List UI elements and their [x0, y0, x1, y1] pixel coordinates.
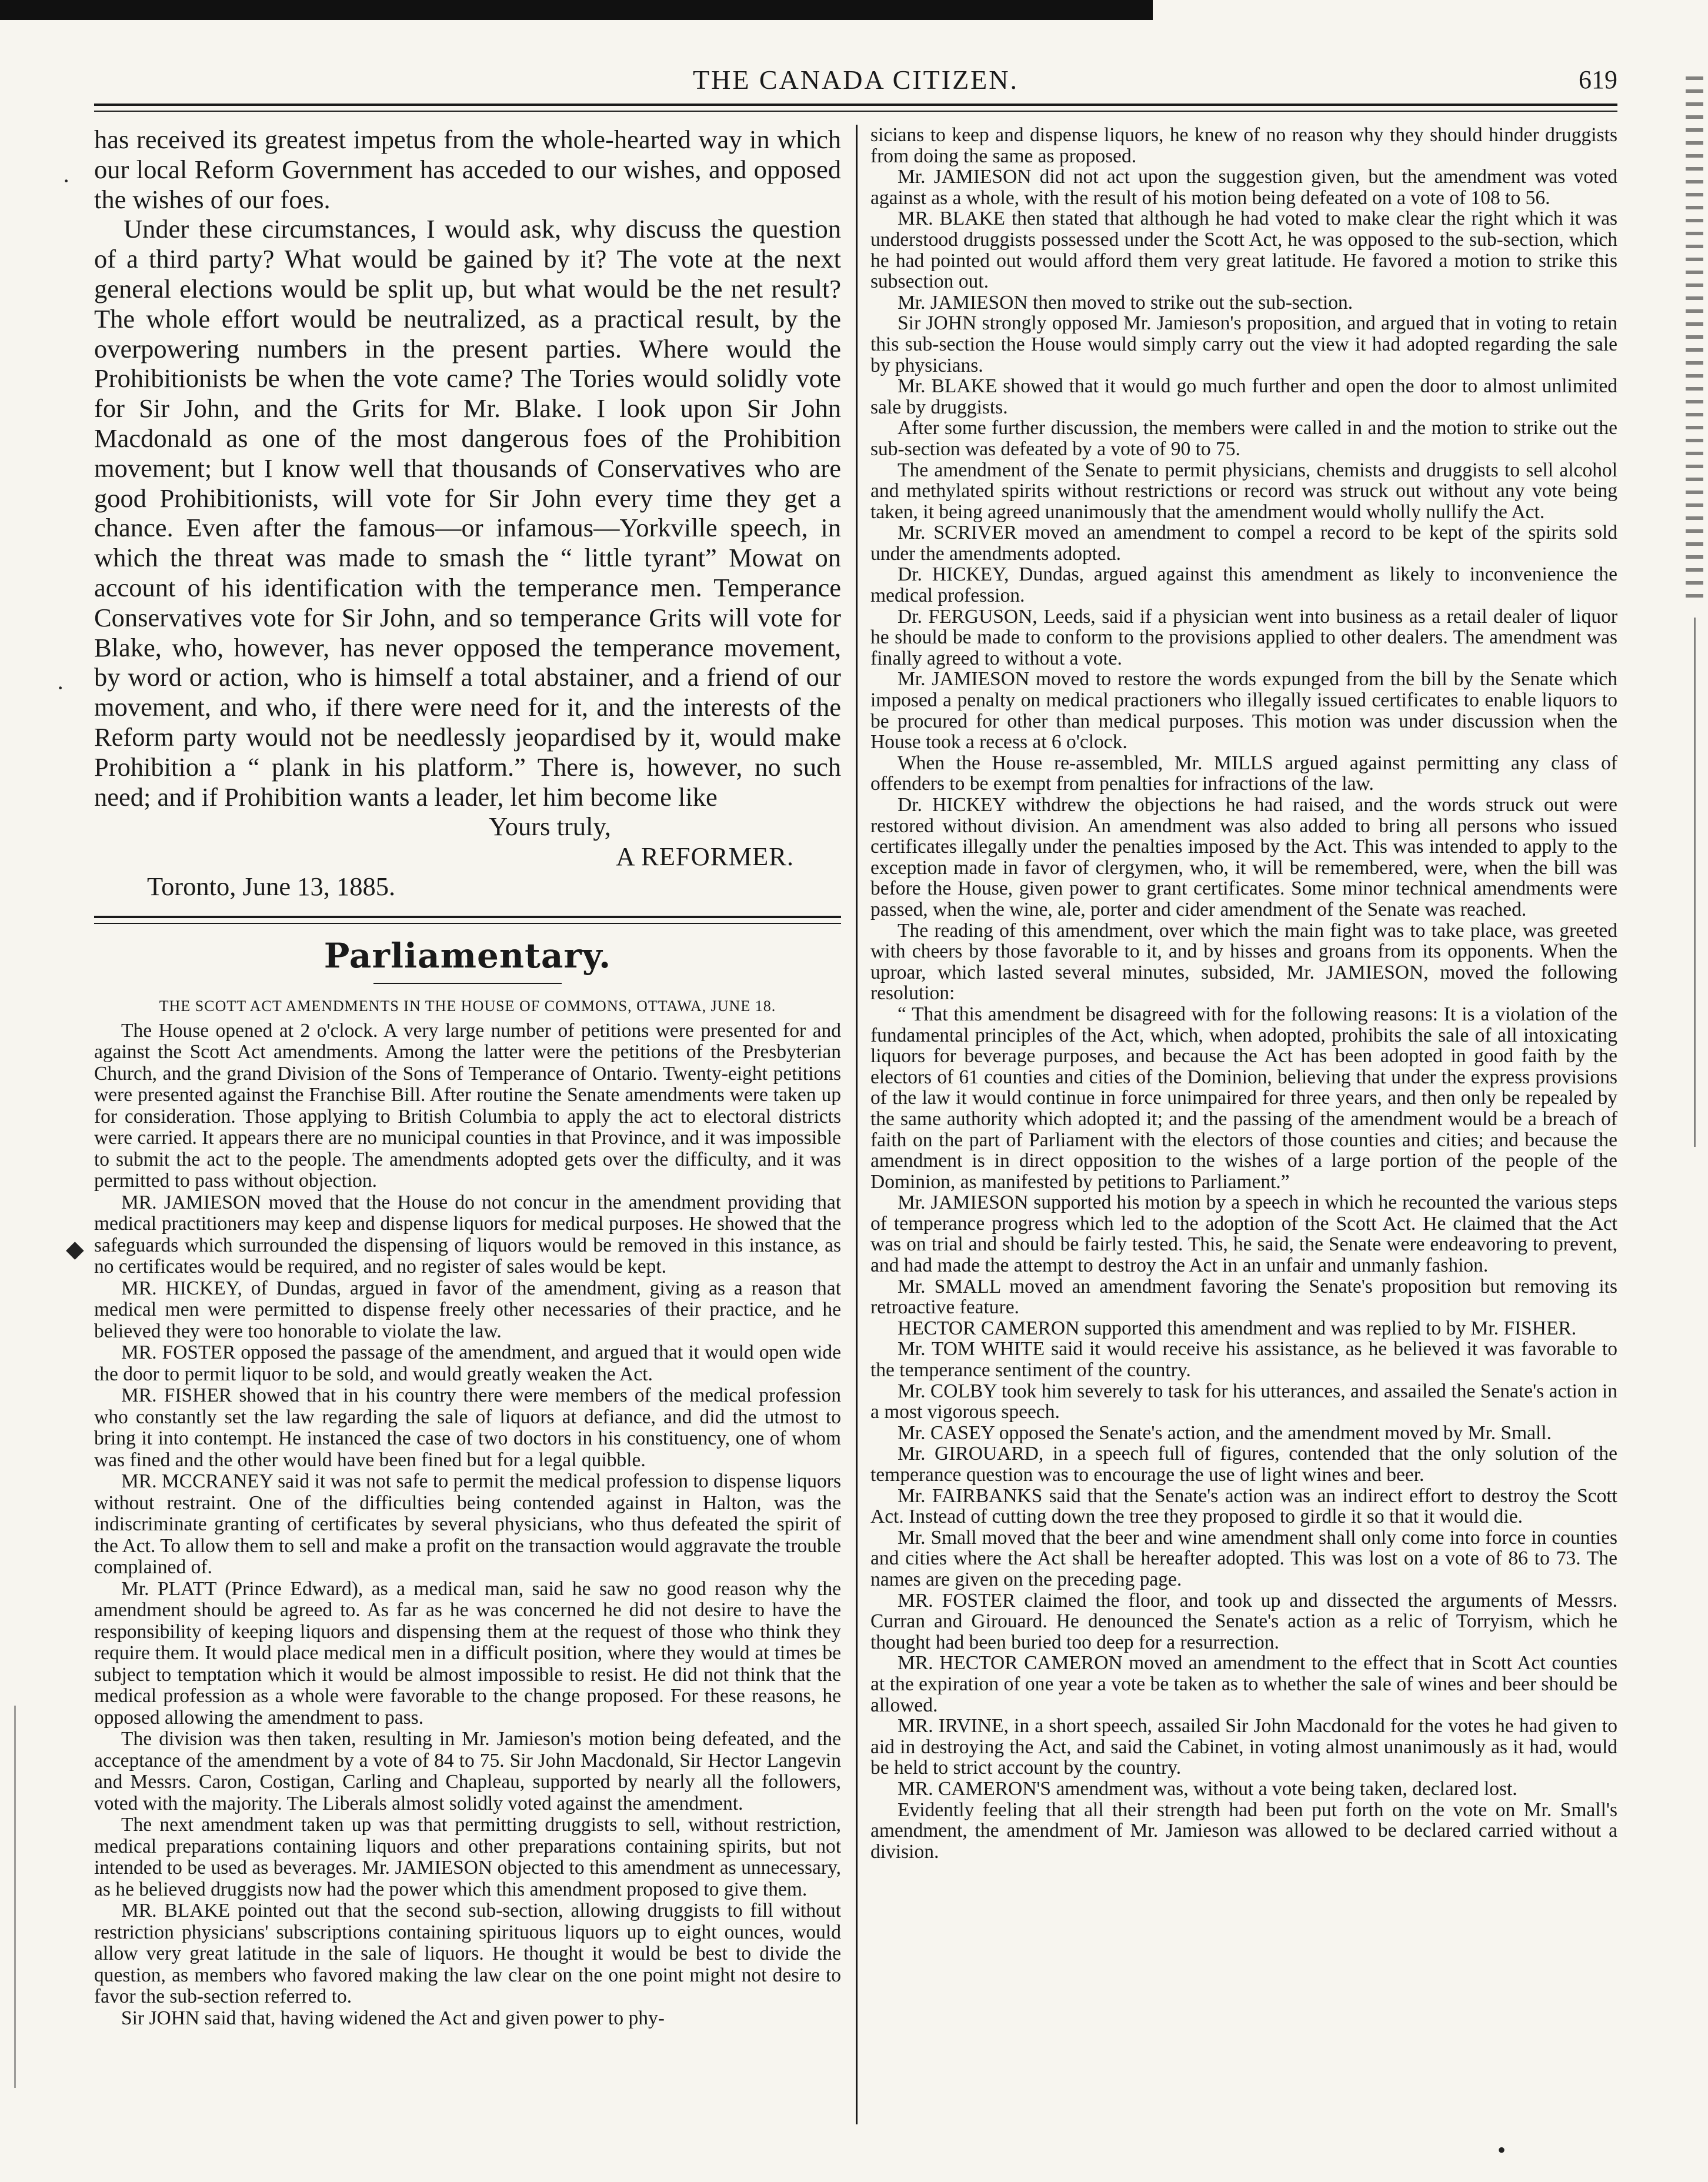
- report-paragraph: The House opened at 2 o'clock. A very large number of petitions were presented for and against the Scott Act amendments. Among the latter were the petitions of the Presbyterian Church, and the grand Division of the Sons of Temperance of Ontario. Twenty-eight petitions were presented against the Franchise Bill. After routine the Senate amendments were taken up for consideration. Those applying to British Columbia to apply the act to electoral districts were carried. It appears there are no municipal counties in that Province, and it was impossible to submit the act to the people. The amendments adopted gets over the difficulty, and it was permitted to pass without objection.: [94, 1019, 841, 1192]
- report-paragraph: MR. MCCRANEY said it was not safe to permit the medical profession to dispense liquors without restraint. One of the difficulties being contended against in Halton, was the indiscriminate granting of certificates by several physicians, who thus defeated the spirit of the Act. To allow them to sell and make a profit on the transaction would aggravate the trouble complained of.: [94, 1470, 841, 1579]
- letter-paragraph: has received its greatest impetus from the whole-hearted way in which our local Reform Government has acceded to our wishes, and opposed the wishes of our foes.: [94, 125, 841, 214]
- report-paragraph: The amendment of the Senate to permit physicians, chemists and druggists to sell alcohol and methylated spirits without restrictions or record was struck out without any vote being taken, it being agreed unanimously that the amendment would wholly nullify the Act.: [870, 459, 1617, 523]
- margin-dot: ·: [62, 168, 71, 194]
- letter-paragraph: Under these circumstances, I would ask, why discuss the question of a third party? What would be gained by it? The vote at the next general elections would be split up, but what would be the net result? The whole effort would be neutralized, as a practical result, by the overpowering numbers in the present parties. Where would the Prohibitionists be when the vote came? The Tories would solidly vote for Sir John, and the Grits for Mr. Blake. I look upon Sir John Macdonald as one of the most dangerous foes of the Prohibition movement; but I know well that thousands of Conservatives who are good Prohibitionists, will vote for Sir John every time they get a chance. Even after the famous—or infamous—Yorkville speech, in which the threat was made to smash the “ little tyrant” Mowat on account of his identification with the temperance men. Temperance Conservatives vote for Sir John, and so temperance Grits will vote for Blake, who, however, has never opposed the temperance movement, by word or action, who is himself a total abstainer, and a friend of our movement, and who, if there were need for it, and the interests of the Reform party would not be needlessly jeopardised by it, would make Prohibition a “ plank in his platform.” There is, however, no such need; and if Prohibition wants a leader, let him become like: [94, 214, 841, 812]
- report-paragraph: Mr. JAMIESON then moved to strike out the sub-section.: [898, 291, 1353, 313]
- letter-signoff: [94, 812, 841, 901]
- letter-dateline: Toronto, June 13, 1885.: [147, 871, 396, 901]
- report-paragraph: Mr. BLAKE showed that it would go much further and open the door to almost unlimited sale by druggists.: [870, 375, 1617, 418]
- heading-underline: [373, 983, 562, 984]
- parliamentary-report-right: [870, 125, 1617, 1862]
- report-paragraph: Mr. GIROUARD, in a speech full of figures, contended that the only solution of the temperance question was to encourage the use of light wines and beer.: [870, 1443, 1617, 1486]
- report-paragraph: “ That this amendment be disagreed with for the following reasons: It is a violation of the fundamental principles of the Act, which, when adopted, prohibits the sale of all intoxicating liquors for beverage purposes, and because the Act has been adopted in good faith by the electors of 61 counties and cities of the Dominion, believing that under the express provisions of the law it would continue in force unimpaired for three years, and then only be repealed by the same authority which adopted it; and the passing of the amendment would be a breach of faith on the part of Parliament with the electors of those counties and cities; and because the amendment is in direct opposition to the wishes of a large portion of the people of the Dominion, as manifested by petitions to Parliament.”: [870, 1003, 1617, 1193]
- masthead: [94, 64, 1617, 96]
- report-paragraph: sicians to keep and dispense liquors, he knew of no reason why they should hinder druggists from doing the same as proposed.: [870, 124, 1617, 167]
- report-paragraph: MR. FOSTER claimed the floor, and took up and dissected the arguments of Messrs. Curran and Girouard. He denounced the Senate's action as a relic of Torryism, which he thought had been buried too deep for a resurrection.: [870, 1589, 1617, 1653]
- report-paragraph: MR. BLAKE pointed out that the second sub-section, allowing druggists to fill without restriction physicians' subscriptions containing spirituous liquors up to eight ounces, would allow very great latitude in the sale of liquors. He thought it would be best to divide the question, as members who favored making the law clear on the one point might not desire to favor the sub-section referred to.: [94, 1900, 841, 2008]
- newspaper-title: THE CANADA CITIZEN.: [693, 65, 1019, 95]
- article-subheading: THE SCOTT ACT AMENDMENTS IN THE HOUSE OF COMMONS, OTTAWA, JUNE 18.: [159, 997, 776, 1015]
- report-paragraph: The reading of this amendment, over which the main fight was to take place, was greeted with cheers by those favorable to it, and by hisses and groans from its opponents. When the uproar, which lasted several minutes, subsided, Mr. JAMIESON, moved the following resolution:: [870, 919, 1617, 1005]
- report-paragraph: The division was then taken, resulting in Mr. Jamieson's motion being defeated, and the acceptance of the amendment by a vote of 84 to 75. Sir John Macdonald, Sir Hector Langevin and Messrs. Caron, Costigan, Carling and Chapleau, supported by nearly all the followers, voted with the majority. The Liberals almost solidly voted against the amendment.: [94, 1728, 841, 1814]
- report-paragraph: Mr. SCRIVER moved an amendment to compel a record to be kept of the spirits sold under the amendments adopted.: [870, 522, 1617, 565]
- column-divider: [856, 125, 858, 2124]
- report-paragraph: MR. HECTOR CAMERON moved an amendment to the effect that in Scott Act counties at the expiration of one year a vote be taken as to whether the sale of wines and beer should be allowed.: [870, 1652, 1617, 1716]
- report-paragraph: Mr. PLATT (Prince Edward), as a medical man, said he saw no good reason why the amendment should be agreed to. As far as he was concerned he did not desire to have the responsibility of keeping liquors and dispensing them at the request of those who think they require them. It would place medical men in a difficult position, where they would at times be subject to temptation which it would be almost impossible to resist. He did not think that the medical profession as a whole were favorable to the change proposed. For these reasons, he opposed allowing the amendment to pass.: [94, 1577, 841, 1729]
- report-paragraph: Mr. TOM WHITE said it would receive his assistance, as he believed it was favorable to the temperance sentiment of the country.: [870, 1338, 1617, 1382]
- page-number: 619: [1579, 65, 1617, 94]
- report-paragraph: MR. HICKEY, of Dundas, argued in favor of the amendment, giving as a reason that medical men were permitted to dispense freely other necessaries of their practice, and he believed they were too honorable to violate the law.: [94, 1277, 841, 1342]
- section-heading: Parliamentary.: [323, 935, 612, 976]
- right-column: [870, 125, 1617, 1862]
- report-paragraph: Mr. Small moved that the beer and wine amendment shall only come into force in counties and cities where the Act shall be hereafter adopted. This was lost on a vote of 86 to 73. The names are given on the preceding page.: [870, 1526, 1617, 1590]
- scan-edge-line: [1694, 618, 1696, 1147]
- report-paragraph: After some further discussion, the members were called in and the motion to strike out the sub-section was defeated by a vote of 90 to 75.: [870, 417, 1617, 460]
- letter-to-editor: [94, 125, 841, 812]
- margin-arrow-mark: ◆: [66, 1236, 84, 1262]
- masthead-rule: [94, 104, 1617, 112]
- report-paragraph: Mr. SMALL moved an amendment favoring the Senate's proposition but removing its retroactive feature.: [870, 1275, 1617, 1319]
- report-paragraph: Mr. JAMIESON moved to restore the words expunged from the bill by the Senate which imposed a penalty on medical practioners who illegally issued certificates to enable liquors to be procured for other than medical purposes. This motion was under discussion when the House took a recess at 6 o'clock.: [870, 668, 1617, 753]
- section-rule: [94, 916, 841, 924]
- report-paragraph: Mr. CASEY opposed the Senate's action, and the amendment moved by Mr. Small.: [898, 1422, 1552, 1444]
- margin-dot: •: [1497, 2137, 1506, 2163]
- report-paragraph: The next amendment taken up was that permitting druggists to sell, without restriction, medical preparations containing liquors and other preparations containing spirits, but not intended to be used as beverages. Mr. JAMIESON objected to this amendment as unnecessary, as he believed druggists now had the power which this amendment proposed to give them.: [94, 1814, 841, 1900]
- report-paragraph: Sir JOHN strongly opposed Mr. Jamieson's proposition, and argued that in voting to retain this sub-section the House would simply carry out the view it had adopted regarding the sale by physicians.: [870, 312, 1617, 376]
- top-print-bar: [0, 0, 1153, 20]
- report-paragraph: MR. FISHER showed that in his country there were members of the medical profession who constantly set the law regarding the sale of liquors at defiance, and did the utmost to bring it into contempt. He instanced the case of two doctors in his constituency, one of whom was fined and the other would have been fined but for a legal quibble.: [94, 1384, 841, 1471]
- letter-author: A REFORMER.: [616, 842, 794, 872]
- left-column: [94, 125, 841, 2029]
- report-paragraph: MR. IRVINE, in a short speech, assailed Sir John Macdonald for the votes he had given to aid in destroying the Act, and said the Cabinet, in voting almost unanimously as it had, would be held to strict account by the country.: [870, 1715, 1617, 1779]
- report-paragraph: Mr. JAMIESON did not act upon the suggestion given, but the amendment was voted against as a whole, with the result of his motion being defeated on a vote of 108 to 56.: [870, 166, 1617, 209]
- letter-closing: Yours truly,: [489, 812, 611, 842]
- report-paragraph: Mr. FAIRBANKS said that the Senate's action was an indirect effort to destroy the Scott Act. Instead of cutting down the tree they proposed to girdle it so that it would die.: [870, 1484, 1617, 1528]
- scan-edge-marks: [1686, 76, 1703, 606]
- report-paragraph: MR. JAMIESON moved that the House do not concur in the amendment providing that medical practitioners may keep and dispense liquors for medical purposes. He showed that the safeguards which surrounded the dispensing of liquors would be removed in this instance, as no certificates would be required, and no register of sales would be kept.: [94, 1191, 841, 1278]
- parliamentary-report-left: [94, 1020, 841, 2030]
- scan-edge-line: [14, 1706, 16, 2088]
- report-paragraph: Sir JOHN said that, having widened the Act and given power to phy-: [121, 2007, 665, 2029]
- margin-dot: ·: [56, 675, 65, 701]
- report-paragraph: MR. FOSTER opposed the passage of the amendment, and argued that it would open wide the door to permit liquor to be sold, and would greatly weaken the Act.: [94, 1342, 841, 1385]
- report-paragraph: MR. CAMERON'S amendment was, without a vote being taken, declared lost.: [898, 1777, 1517, 1800]
- report-paragraph: Evidently feeling that all their strength had been put forth on the vote on Mr. Small's amendment, the amendment of Mr. Jamieson was allowed to be declared carried without a division.: [870, 1799, 1617, 1863]
- report-paragraph: MR. BLAKE then stated that although he had voted to make clear the right which it was understood druggists possessed under the Scott Act, he was opposed to the sub-section, which he had pointed out would afford them very great latitude. He favored a motion to strike this subsection out.: [870, 208, 1617, 293]
- report-paragraph: When the House re-assembled, Mr. MILLS argued against permitting any class of offenders to be exempt from penalties for infractions of the law.: [870, 752, 1617, 795]
- report-paragraph: Mr. JAMIESON supported his motion by a speech in which he recounted the various steps of temperance progress which led to the adoption of the Scott Act. He claimed that the Act was on trial and should be fairly tested. This, he said, the Senate were endeavoring to prevent, and had made the attempt to destroy the Act in an unfair and unmanly fashion.: [870, 1192, 1617, 1277]
- report-paragraph: HECTOR CAMERON supported this amendment and was replied to by Mr. FISHER.: [898, 1317, 1577, 1339]
- report-paragraph: Dr. HICKEY withdrew the objections he had raised, and the words struck out were restored without division. An amendment was also added to bring all persons who issued certificates illegally under the penalties imposed by the Act. This was intended to apply to the exception made in favor of clergymen, who, it will be remembered, were, when the bill was before the House, given power to grant certificates. Some minor technical amendments were passed, when the wine, ale, porter and cider amendment of the Senate was reached.: [870, 794, 1617, 920]
- report-paragraph: Mr. COLBY took him severely to task for his utterances, and assailed the Senate's action in a most vigorous speech.: [870, 1380, 1617, 1423]
- report-paragraph: Dr. FERGUSON, Leeds, said if a physician went into business as a retail dealer of liquor he should be made to conform to the provisions applied to other dealers. The amendment was finally agreed to without a vote.: [870, 605, 1617, 669]
- report-paragraph: Dr. HICKEY, Dundas, argued against this amendment as likely to inconvenience the medical profession.: [870, 563, 1617, 607]
